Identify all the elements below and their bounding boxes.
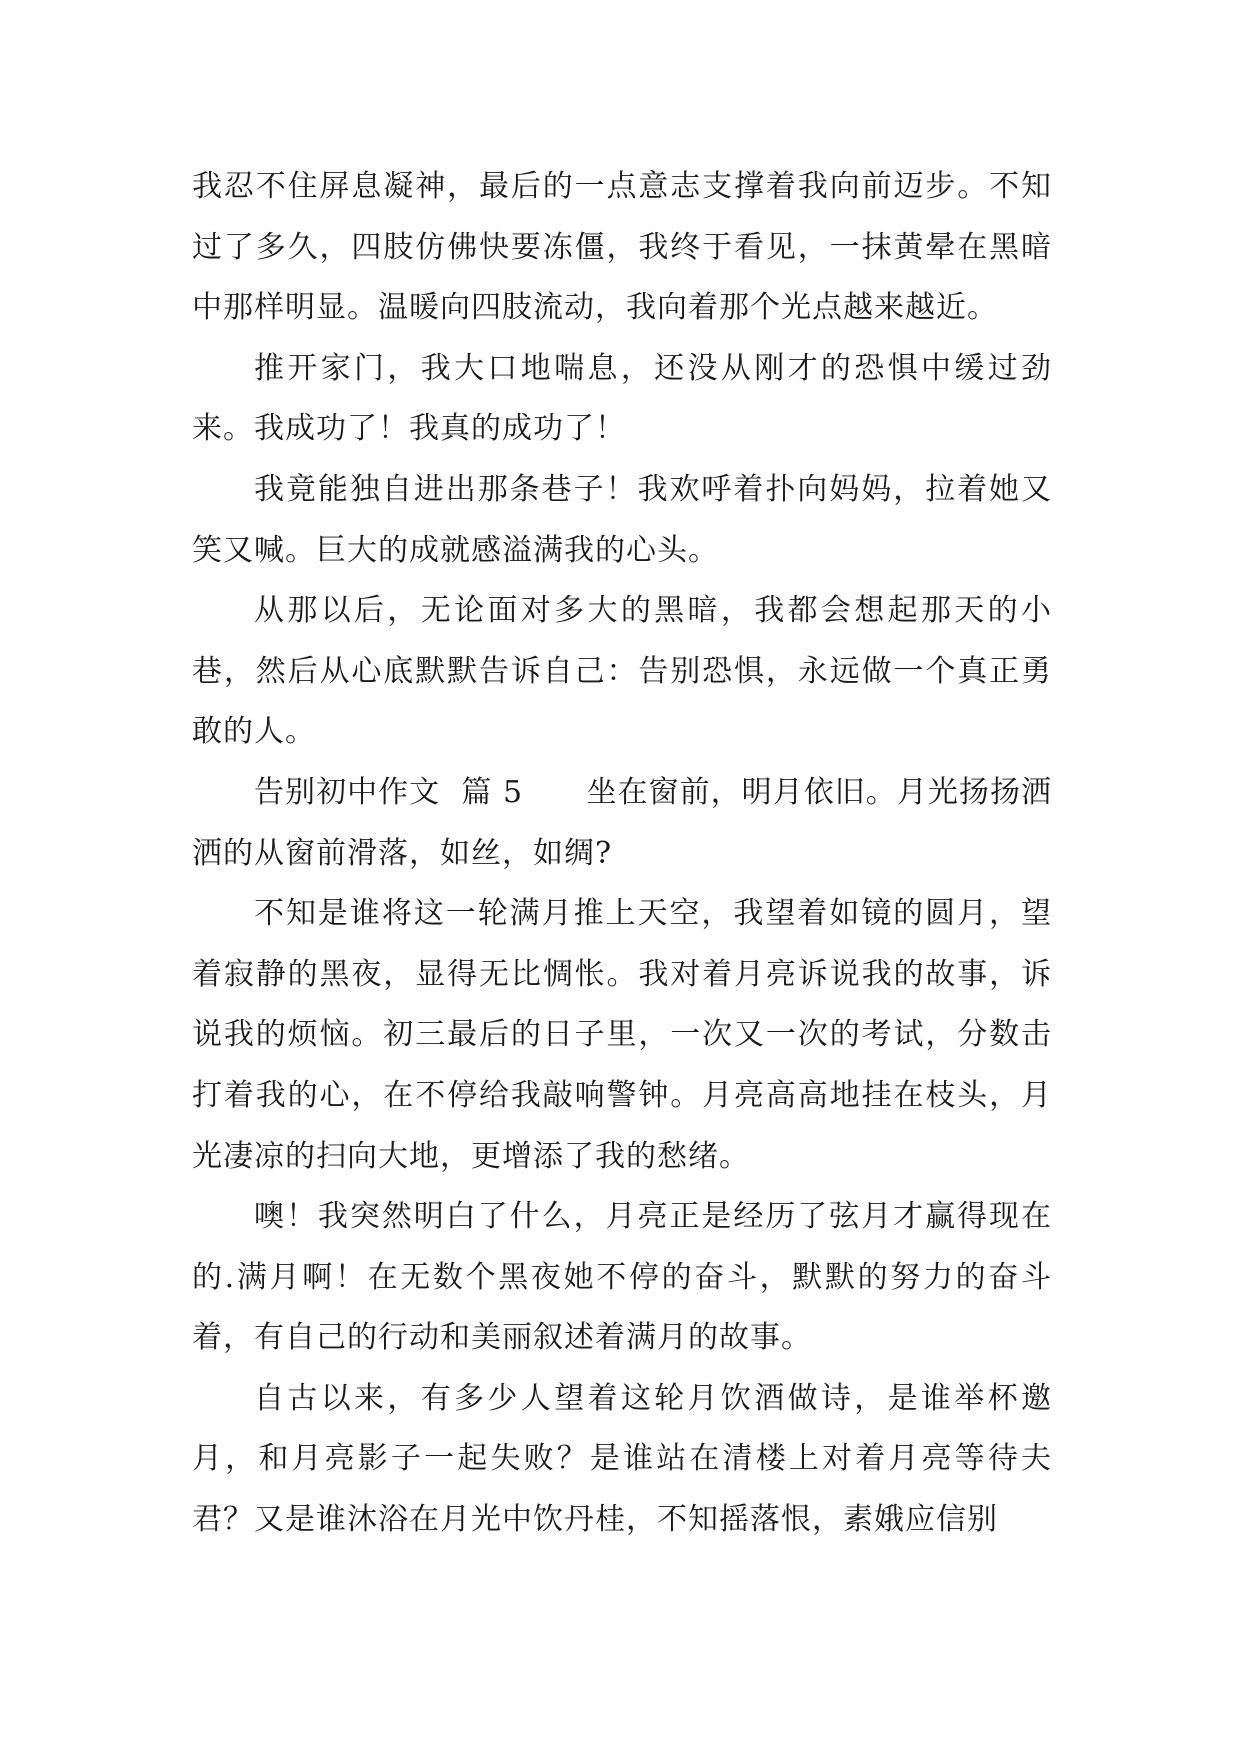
paragraph: 噢！我突然明白了什么，月亮正是经历了弦月才赢得现在的.满月啊！在无数个黑夜她不停的奋斗，默默的努力的奋斗着，有自己的行动和美丽叙述着满月的故事。 [192, 1199, 1052, 1356]
document-body [192, 157, 1052, 1551]
paragraph: 从那以后，无论面对多大的黑暗，我都会想起那天的小巷，然后从心底默默告诉自己：告别恐惧，永远做一个真正勇敢的人。 [192, 593, 1052, 750]
section-heading-paragraph: 告别初中作文 篇 5 坐在窗前，明月依旧。月光扬扬洒洒的从窗前滑落，如丝，如绸? [192, 774, 1052, 871]
paragraph: 我竟能独自进出那条巷子！我欢呼着扑向妈妈，拉着她又笑又喊。巨大的成就感溢满我的心头。 [192, 471, 1052, 568]
paragraph: 推开家门，我大口地喘息，还没从刚才的恐惧中缓过劲来。我成功了！我真的成功了！ [192, 350, 1052, 447]
paragraph-continued: 我忍不住屏息凝神，最后的一点意志支撑着我向前迈步。不知过了多久，四肢仿佛快要冻僵，我终于看见，一抹黄晕在黑暗中那样明显。温暖向四肢流动，我向着那个光点越来越近。 [192, 169, 1052, 326]
paragraph: 不知是谁将这一轮满月推上天空，我望着如镜的圆月，望着寂静的黑夜，显得无比惆怅。我对着月亮诉说我的故事，诉说我的烦恼。初三最后的日子里，一次又一次的考试，分数击打着我的心，在不停给我敲响警钟。月亮高高地挂在枝头，月光凄凉的扫向大地，更增添了我的愁绪。 [192, 896, 1052, 1174]
paragraph: 自古以来，有多少人望着这轮月饮酒做诗，是谁举杯邀月，和月亮影子一起失败？是谁站在清楼上对着月亮等待夫君？又是谁沐浴在月光中饮丹桂，不知摇落恨，素娥应信别 [192, 1380, 1052, 1538]
